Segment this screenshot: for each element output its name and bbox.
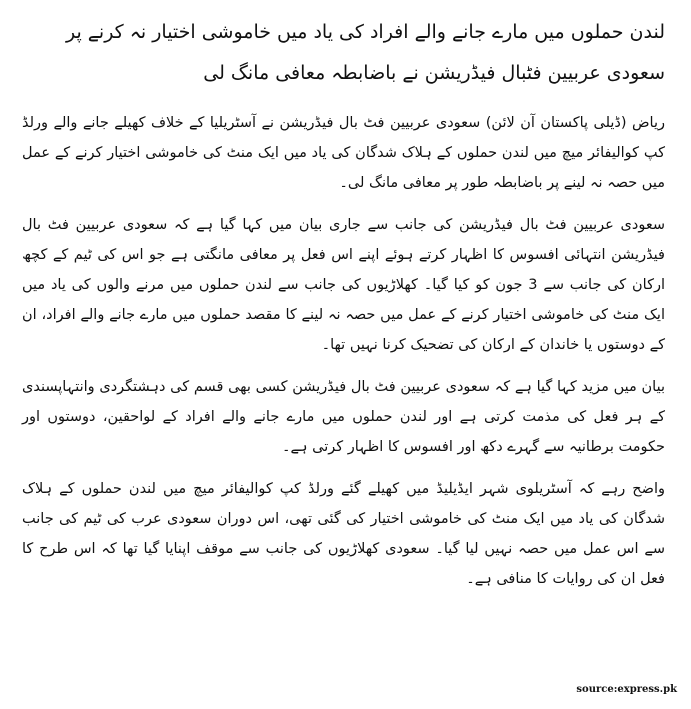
article-paragraph-1: ریاض (ڈیلی پاکستان آن لائن) سعودی عربیین فٹ بال فیڈریشن نے آسٹریلیا کے خلاف کھیلے جانے والے ورلڈ کپ کوالیفائر میچ میں لندن حملوں کے ہلاک شدگان کی یاد میں ایک منٹ کی خاموشی اختیار کرنے کے عمل میں حصہ نہ لینے پر باضابطہ طور پر معافی مانگ لی۔	[22, 115, 665, 191]
article-paragraph-2: سعودی عربیین فٹ بال فیڈریشن کی جانب سے جاری بیان میں کہا گیا ہے کہ سعودی عربیین فٹ بال فیڈریشن انتہائی افسوس کا اظہار کرتے ہوئے اپنے اس فعل پر معافی مانگتی ہے جو اس کی ٹیم کے کچھ ارکان کی جانب سے 3 جون کو کیا گیا۔ کھلاڑیوں کی جانب سے لندن حملوں میں مرنے والوں کی یاد میں ایک منٹ کی خاموشی اختیار کرنے کے عمل میں حصہ نہ لینے کا مقصد حملوں میں مارے جانے والے افراد، ان کے دوستوں یا خاندان کے ارکان کی تضحیک کرنا نہیں تھا۔	[22, 217, 665, 353]
article-headline: لندن حملوں میں مارے جانے والے افراد کی یاد میں خاموشی اختیار نہ کرنے پر سعودی عربیین فٹبال فیڈریشن نے باضابطہ معافی مانگ لی	[65, 21, 665, 84]
source-credit: source:express.pk	[576, 684, 677, 695]
article-paragraph-3: بیان میں مزید کہا گیا ہے کہ سعودی عربیین فٹ بال فیڈریشن کسی بھی قسم کی دہشتگردی وانتہاپسندی کے ہر فعل کی مذمت کرتی ہے اور لندن حملوں میں مارے جانے والے افراد کے لواحقین، دوستوں اور حکومت برطانیہ سے گہرے دکھ اور افسوس کا اظہار کرتی ہے۔	[22, 379, 665, 455]
article-paragraph-4: واضح رہے کہ آسٹریلوی شہر ایڈیلیڈ میں کھیلے گئے ورلڈ کپ کوالیفائر میچ میں لندن حملوں کے ہلاک شدگان کی یاد میں ایک منٹ کی خاموشی اختیار کی گئی تھی، اس دوران سعودی عرب کی ٹیم کی جانب سے اس عمل میں حصہ نہیں لیا گیا۔ سعودی کھلاڑیوں کی جانب سے موقف اپنایا گیا تھا کہ اس طرح کا فعل ان کی روایات کا منافی ہے۔	[22, 481, 665, 587]
